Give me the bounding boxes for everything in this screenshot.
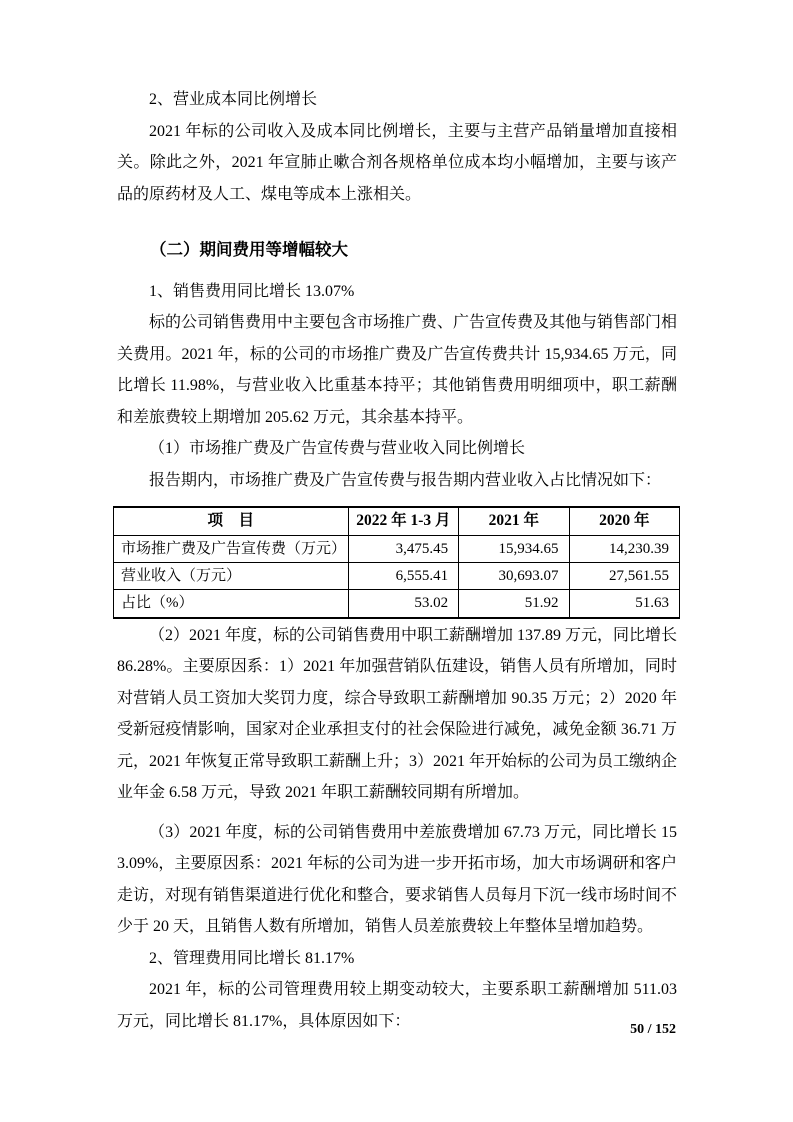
table-header-item: 项 目: [114, 507, 349, 535]
table-row: [114, 590, 680, 618]
table-cell-value: 3,475.45: [348, 535, 458, 562]
table-cell-value: 14,230.39: [569, 535, 679, 562]
page-number: 50 / 152: [630, 1022, 676, 1037]
table-header-row: [114, 507, 680, 535]
table-header-2020: 2020 年: [569, 507, 679, 535]
table-cell-value: 15,934.65: [459, 535, 569, 562]
table-header-2021: 2021 年: [459, 507, 569, 535]
item-heading-selling-expenses-growth: 1、销售费用同比增长 13.07%: [149, 282, 355, 300]
table-row-label: 营业收入（万元）: [114, 563, 349, 590]
paragraph-selling-expenses-detail: 标的公司销售费用中主要包含市场推广费、广告宣传费及其他与销售部门相关费用。2021 年，标的公司的市场推广费及广告宣传费共计 15,934.65 万元，同比增长 11.98%，与营业收入比重基本持平；其他销售费用明细项中，职工薪酬和差旅费较上期增加 205.62 万元，其余基本持平。: [117, 314, 678, 426]
table-row-label: 占比（%）: [114, 590, 349, 618]
item-heading-operating-cost-growth: 2、营业成本同比例增长: [149, 91, 318, 108]
table-cell-value: 51.63: [569, 590, 679, 618]
table-cell-value: 27,561.55: [569, 563, 679, 590]
item-heading-promo-ad-growth: （1）市场推广费及广告宣传费与营业收入同比例增长: [149, 440, 526, 457]
table-cell-value: 51.92: [459, 590, 569, 618]
section-heading-period-expenses: （二）期间费用等增幅较大: [150, 240, 348, 259]
item-heading-admin-expenses-growth: 2、管理费用同比增长 81.17%: [149, 949, 355, 967]
paragraph-table-intro: 报告期内，市场推广费及广告宣传费与报告期内营业收入占比情况如下：: [149, 471, 662, 489]
table-cell-value: 6,555.41: [348, 563, 458, 590]
table-row: [114, 563, 680, 590]
table-cell-value: 30,693.07: [459, 563, 569, 590]
paragraph-staff-salary-increase: （2）2021 年度，标的公司销售费用中职工薪酬增加 137.89 万元，同比增长 86.28%。主要原因系：1）2021 年加强营销队伍建设，销售人员有所增加，同时对营销人员工资加大奖罚力度，综合导致职工薪酬增加 90.35 万元；2）2020 年受新冠疫情影响，国家对企业承担支付的社会保险进行减免，减免金额 36.71 万元，2021 年恢复正常导致职工薪酬上升；3）2021 年开始标的公司为员工缴纳企业年金 6.58 万元，导致 2021 年职工薪酬较同期有所增加。: [117, 626, 678, 802]
paragraph-admin-expenses-detail: 2021 年，标的公司管理费用较上期变动较大，主要系职工薪酬增加 511.03 万元，同比增长 81.17%，具体原因如下：: [117, 981, 677, 1030]
table-header-2022q1: 2022 年 1-3 月: [348, 507, 458, 535]
table-cell-value: 53.02: [348, 590, 458, 618]
table-row-label: 市场推广费及广告宣传费（万元）: [114, 535, 349, 562]
paragraph-travel-expense-increase: （3）2021 年度，标的公司销售费用中差旅费增加 67.73 万元，同比增长 153.09%，主要原因系：2021 年标的公司为进一步开拓市场，加大市场调研和客户走访，对现有销售渠道进行优化和整合，要求销售人员每月下沉一线市场时间不少于 20 天，且销售人数有所增加，销售人员差旅费较上年整体呈增加趋势。: [117, 823, 678, 936]
promo-ad-revenue-table: [113, 506, 680, 619]
paragraph-operating-cost-explanation: 2021 年标的公司收入及成本同比例增长，主要与主营产品销量增加直接相关。除此之外，2021 年宣肺止嗽合剂各规格单位成本均小幅增加，主要与该产品的原药材及人工、煤电等成本上涨相关。: [117, 122, 677, 203]
table-row: [114, 535, 680, 562]
